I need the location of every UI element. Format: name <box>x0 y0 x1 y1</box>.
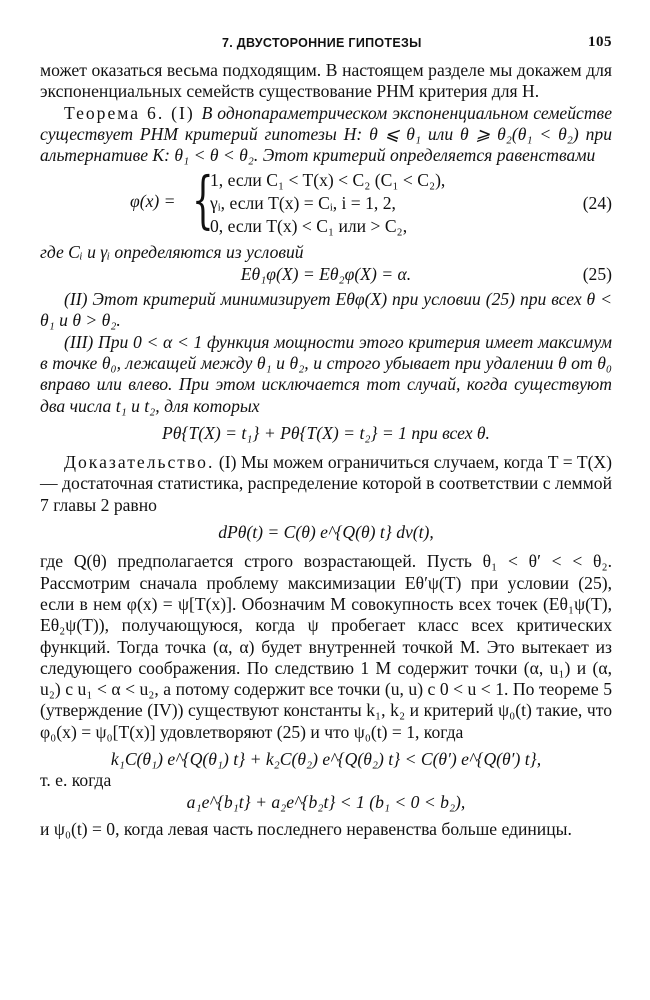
exclusion-equation-text: Pθ{T(X) = t₁} + Pθ{T(X) = t₂} = 1 при всех θ. <box>162 422 490 443</box>
equation-number-25: (25) <box>582 263 612 284</box>
inequality-ab <box>40 792 612 813</box>
cases-lhs: φ(x) = <box>130 191 176 212</box>
page-number: 105 <box>588 34 612 50</box>
exclusion-equation <box>40 423 612 444</box>
proof-text-1: (I) Мы можем ограничиться случаем, когда T = T(X) — достаточная статистика, распределение которой в соответствии с леммой 7 главы 2 равно <box>40 452 612 515</box>
theorem-6 <box>40 103 612 167</box>
cases-row-2: γᵢ, если T(x) = Cᵢ, i = 1, 2, <box>210 193 396 214</box>
equation-24 <box>40 163 612 238</box>
equation-number-24: (24) <box>582 193 612 214</box>
theorem-heading: Теорема 6. (I) <box>64 102 202 123</box>
cases-row-1: 1, если C₁ < T(x) < C₂ (C₁ < C₂), <box>210 170 446 191</box>
theorem-part-2: (II) Этот критерий минимизирует Eθφ(X) при условии (25) при всех θ < θ₁ и θ > θ₂. <box>40 289 612 331</box>
left-brace: { <box>192 163 214 237</box>
equation-25 <box>40 264 612 285</box>
cases-row-3: 0, если T(x) < C₁ или > C₂, <box>210 216 408 237</box>
inequality-k-text: k₁C(θ₁) e^{Q(θ₁) t} + k₂C(θ₂) e^{Q(θ₂) t} < C(θ′) e^{Q(θ′) t}, <box>110 749 542 770</box>
proof-paragraph-1 <box>40 452 612 516</box>
where-clause: где Cᵢ и γᵢ определяются из условий <box>40 242 304 263</box>
theorem-text: В однопараметрическом экспоненциальном семействе существует РНМ критерий гипотезы H: θ ⩽ θ₁ или θ ⩾ θ₂(θ₁ < θ₂) при альтернативе K: θ₁ < θ < θ₂. Этот критерий определяется равенствами <box>40 102 612 166</box>
book-page <box>40 30 612 840</box>
running-header <box>40 30 612 54</box>
te-kogda: т. е. когда <box>40 770 112 791</box>
distribution-equation <box>40 522 612 543</box>
inequality-k <box>40 749 612 770</box>
distribution-equation-text: dPθ(t) = C(θ) e^{Q(θ) t} dν(t), <box>218 522 434 543</box>
paragraph-intro: может оказаться весьма подходящим. В настоящем разделе мы докажем для экспоненциальных семейств существование РНМ критерия для H. <box>40 60 612 102</box>
inequality-ab-text: a₁e^{b₁t} + a₂e^{b₂t} < 1 (b₁ < 0 < b₂), <box>186 791 466 812</box>
proof-heading: Доказательство. <box>64 452 215 473</box>
equation-25-text: Eθ₁φ(X) = Eθ₂φ(X) = α. <box>240 263 412 284</box>
chapter-title: 7. ДВУСТОРОННИЕ ГИПОТЕЗЫ <box>222 36 422 50</box>
final-paragraph: и ψ₀(t) = 0, когда левая часть последнего неравенства больше единицы. <box>40 818 572 839</box>
theorem-part-3: (III) При 0 < α < 1 функция мощности этого критерия имеет максимум в точке θ₀, лежащей между θ₁ и θ₂, и строго убывает при удалении θ от θ₀ вправо или влево. При этом исключается тот случай, когда существуют два числа t₁ и t₂, для которых <box>40 331 612 416</box>
proof-paragraph-2: где Q(θ) предполагается строго возрастающей. Пусть θ₁ < θ′ < < θ₂. Рассмотрим сначала проблему максимизации Eθ′ψ(T) при условии (25), если в нем φ(x) = ψ[T(x)]. Обозначим M совокупность всех точек (Eθ₁ψ(T), Eθ₂ψ(T)), получающуюся, когда ψ пробегает класс всех критических функций. Тогда точка (α, α) будет внутренней точкой M. Это вытекает из следующего соображения. По следствию 1 M содержит точки (α, u₁) и (α, u₂) с u₁ < α < u₂, а потому содержит все точки (u, u) с 0 < u < 1. По теореме 5 (утверждение (IV)) существуют константы k₁, k₂ и критерий ψ₀(t) такие, что φ₀(x) = ψ₀[T(x)] удовлетворяют (25) и что ψ₀(t) = 1, когда <box>40 551 612 742</box>
